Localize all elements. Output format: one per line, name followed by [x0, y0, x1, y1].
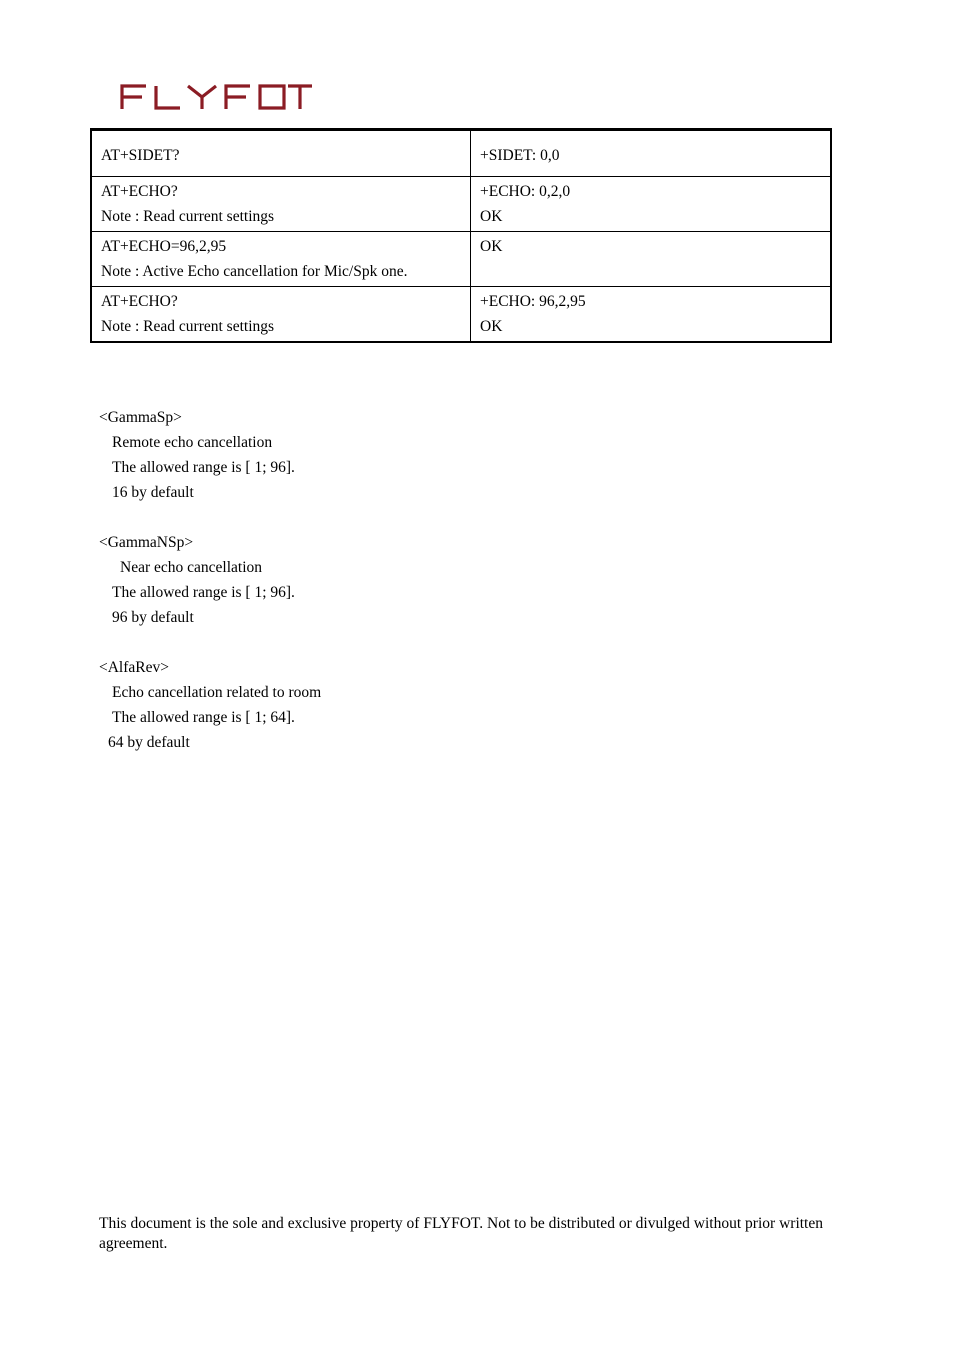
command-cell: [91, 177, 471, 232]
parameter-gammansp: [99, 530, 321, 630]
command-line: AT+ECHO?: [101, 293, 178, 310]
command-cell: [91, 130, 471, 177]
parameter-alfarev: [99, 655, 321, 755]
parameter-range: The allowed range is [ 1; 96].: [112, 459, 295, 476]
parameter-default: 16 by default: [112, 484, 194, 501]
command-note: Note : Read current settings: [101, 208, 275, 225]
response-cell: [471, 177, 832, 232]
parameter-default: 64 by default: [108, 734, 190, 751]
response-line: OK: [480, 318, 503, 335]
table-row: [91, 130, 831, 177]
spacer: [99, 630, 321, 655]
parameter-gammasp: [99, 405, 321, 505]
response-cell: [471, 130, 832, 177]
parameter-description: Near echo cancellation: [120, 559, 262, 576]
response-cell: [471, 287, 832, 343]
parameter-name: <GammaNSp>: [99, 534, 194, 551]
response-line: +ECHO: 96,2,95: [480, 293, 586, 310]
parameter-list: [99, 405, 321, 755]
parameter-range: The allowed range is [ 1; 64].: [112, 709, 295, 726]
response-line: +ECHO: 0,2,0: [480, 183, 571, 200]
response-line: OK: [480, 208, 503, 225]
parameter-range: The allowed range is [ 1; 96].: [112, 584, 295, 601]
response-cell: [471, 232, 832, 287]
command-table: [90, 128, 832, 343]
response-line: +SIDET: 0,0: [480, 147, 560, 164]
command-cell: [91, 232, 471, 287]
command-line: AT+ECHO=96,2,95: [101, 238, 227, 255]
footer-disclaimer: This document is the sole and exclusive property of FLYFOT. Not to be distributed or divulged without prior written agreement.: [99, 1215, 823, 1252]
parameter-name: <GammaSp>: [99, 409, 182, 426]
command-note: Note : Read current settings: [101, 318, 275, 335]
table-row: [91, 232, 831, 287]
flyfot-logo: [118, 82, 312, 112]
spacer: [99, 505, 321, 530]
command-note: Note : Active Echo cancellation for Mic/Spk one.: [101, 263, 408, 280]
flyfot-logo-mark: [118, 82, 312, 112]
command-line: AT+SIDET?: [101, 147, 180, 164]
parameter-description: Remote echo cancellation: [112, 434, 273, 451]
response-line: OK: [480, 238, 503, 255]
parameter-default: 96 by default: [112, 609, 194, 626]
table-row: [91, 177, 831, 232]
parameter-name: <AlfaRev>: [99, 659, 169, 676]
command-line: AT+ECHO?: [101, 183, 178, 200]
parameter-description: Echo cancellation related to room: [112, 684, 322, 701]
command-cell: [91, 287, 471, 343]
table-row: [91, 287, 831, 343]
